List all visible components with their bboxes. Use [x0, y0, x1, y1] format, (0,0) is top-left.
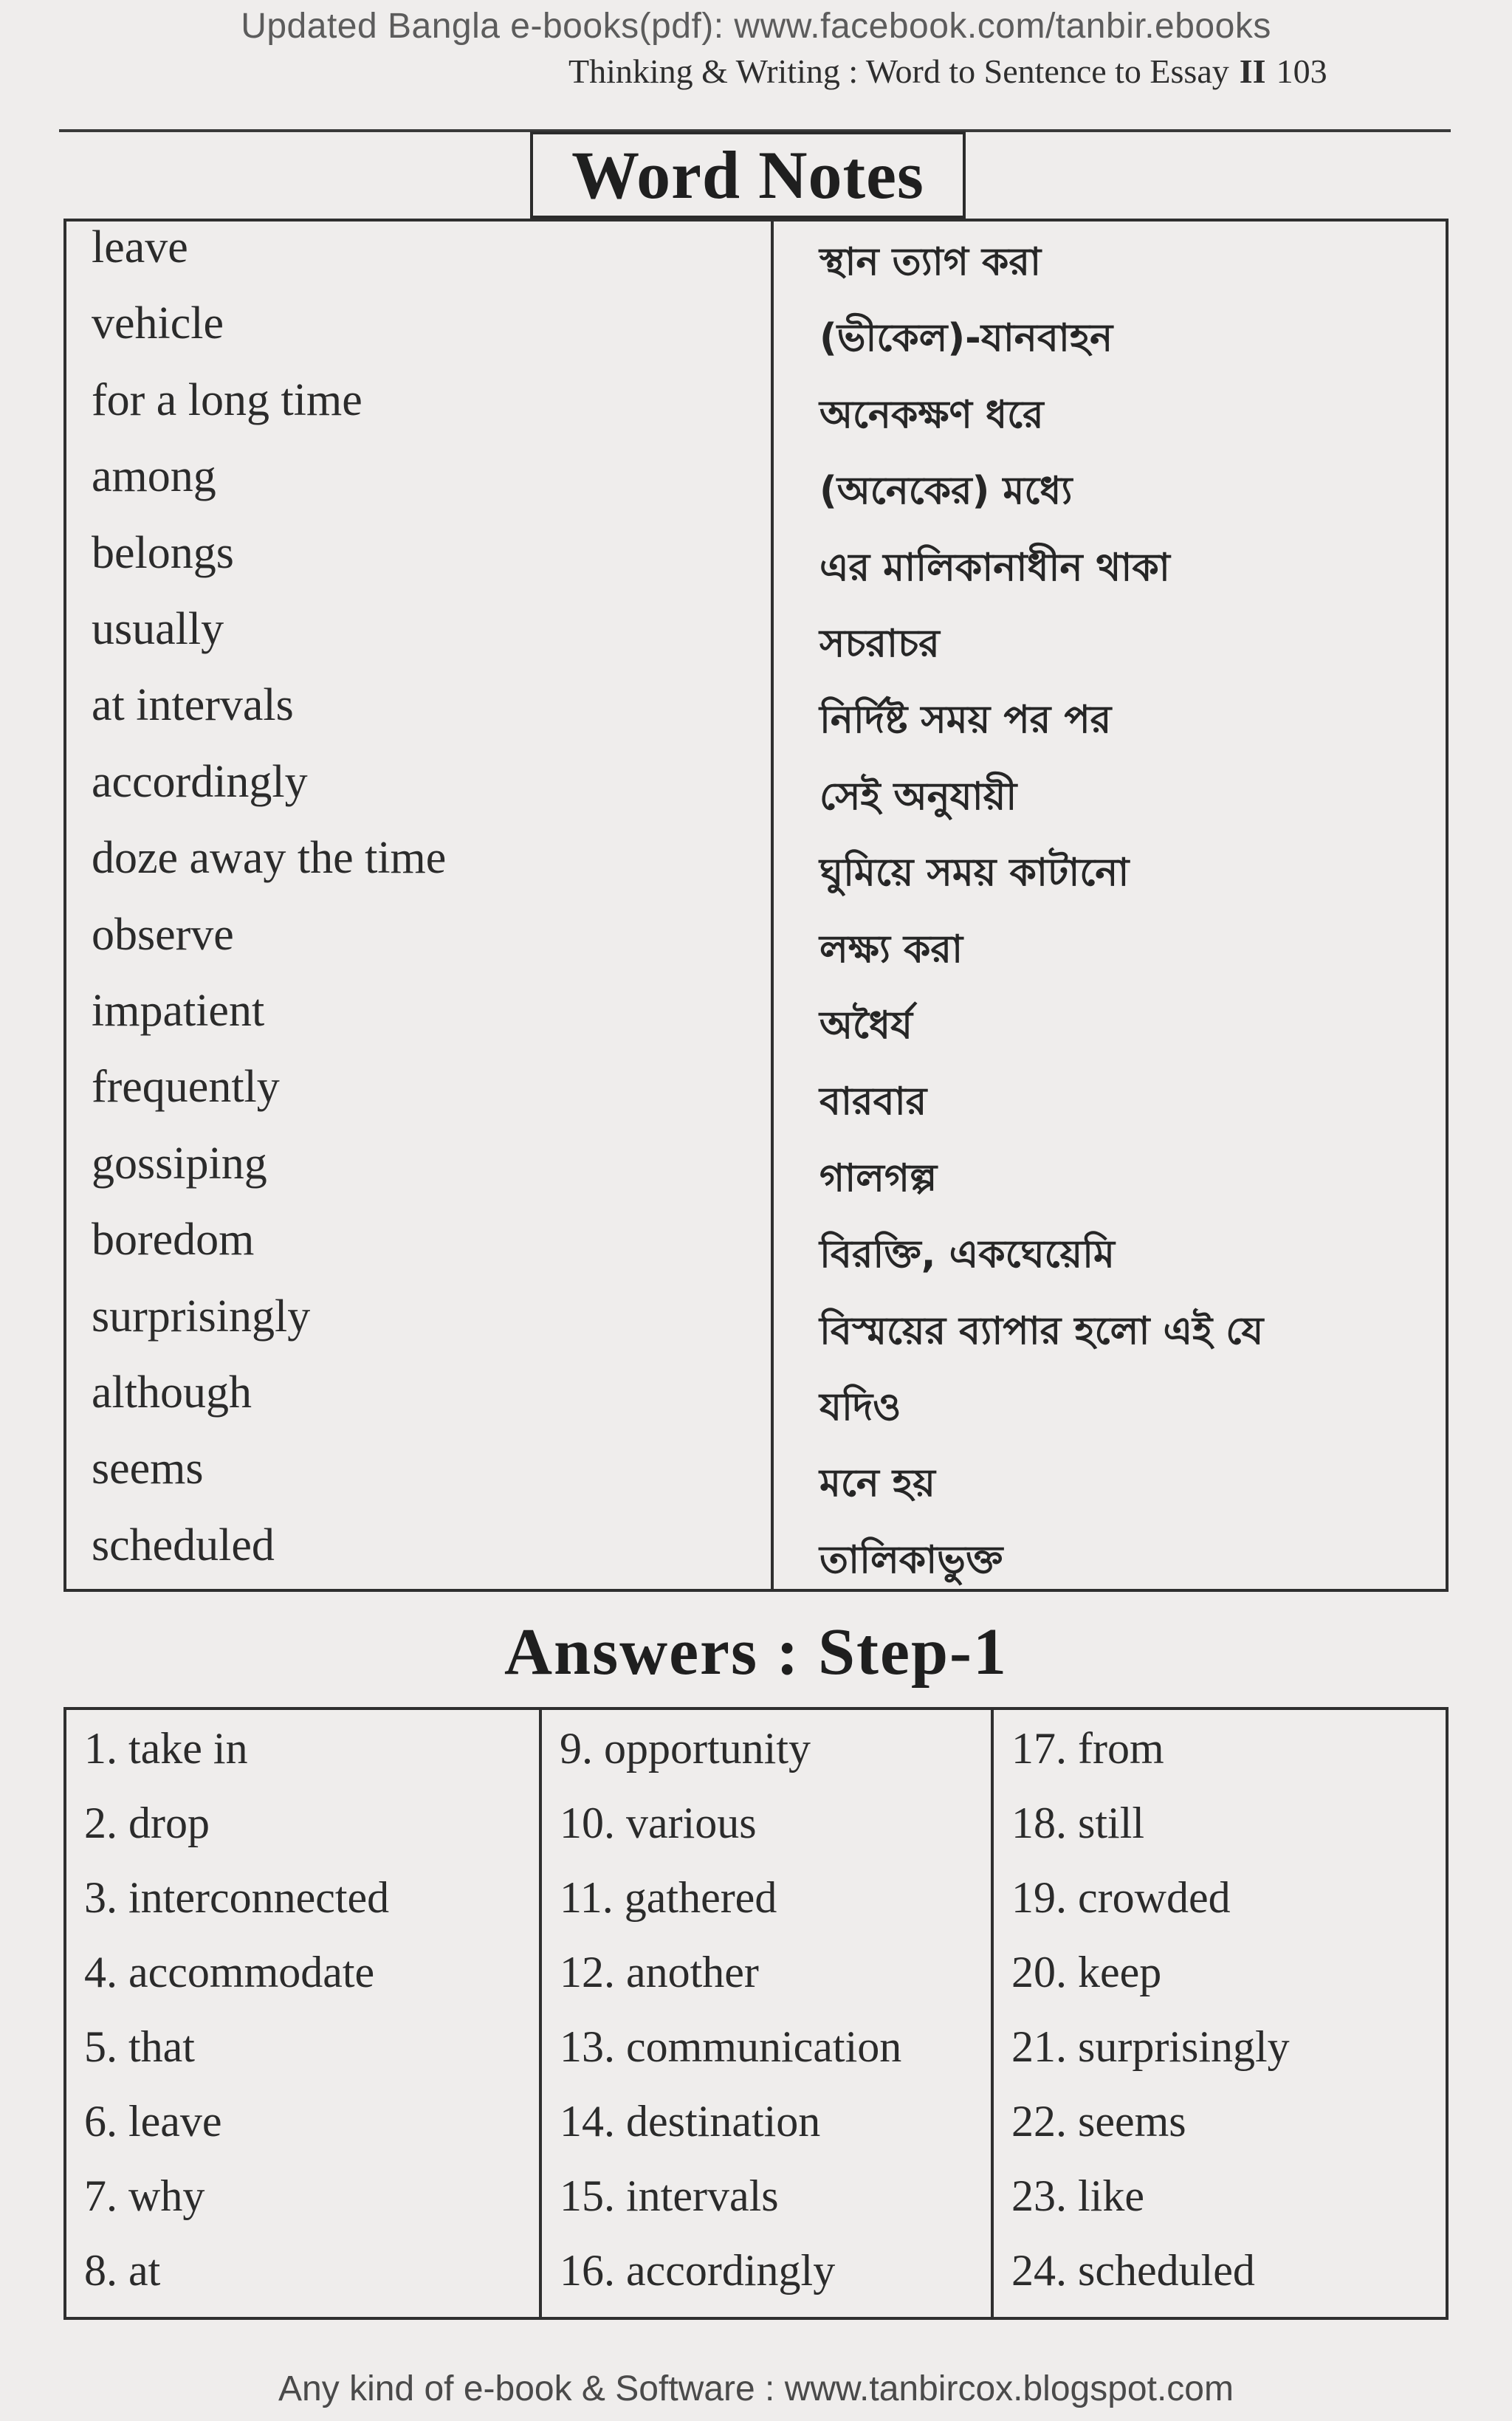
word-note-row	[66, 1061, 1446, 1138]
bangla-meaning: লক্ষ্য করা	[819, 927, 963, 972]
word-note-row	[66, 374, 1446, 451]
answers-table	[63, 1707, 1449, 2320]
word-note-row	[66, 298, 1446, 374]
word-note-row	[66, 1138, 1446, 1215]
english-term: doze away the time	[92, 833, 447, 884]
answer-item: 1. take in	[84, 1724, 248, 1773]
english-term: observe	[92, 909, 234, 960]
word-note-row	[66, 679, 1446, 756]
bangla-meaning: তালিকাভুক্ত	[819, 1537, 1003, 1582]
english-term: usually	[92, 604, 224, 654]
answer-item: 20. keep	[1011, 1948, 1162, 1996]
answer-item: 21. surprisingly	[1011, 2022, 1290, 2071]
english-term: surprisingly	[92, 1291, 311, 1342]
bangla-meaning: সেই অনুযায়ী	[819, 774, 1017, 819]
english-term: scheduled	[92, 1519, 275, 1570]
word-note-row	[66, 909, 1446, 986]
answer-item: 3. interconnected	[84, 1873, 390, 1922]
word-note-row	[66, 1443, 1446, 1519]
english-term: frequently	[92, 1062, 280, 1113]
english-term: among	[92, 451, 216, 502]
bangla-meaning: অধৈর্য	[819, 1003, 913, 1048]
answer-item: 15. intervals	[560, 2171, 779, 2220]
word-note-row	[66, 1291, 1446, 1367]
english-term: although	[92, 1367, 252, 1418]
bangla-meaning: বিরক্তি, একঘেয়েমি	[819, 1232, 1115, 1277]
bangla-meaning: গালগল্প	[819, 1155, 938, 1201]
bangla-meaning: স্থান ত্যাগ করা	[819, 240, 1042, 284]
answer-item: 4. accommodate	[84, 1948, 375, 1996]
answer-item: 9. opportunity	[560, 1724, 811, 1773]
bangla-meaning: এর মালিকানাধীন থাকা	[819, 545, 1170, 590]
answer-item: 19. crowded	[1011, 1873, 1231, 1922]
english-term: at intervals	[92, 680, 294, 731]
bangla-meaning: নির্দিষ্ট সময় পর পর	[819, 698, 1112, 743]
bangla-meaning: বারবার	[819, 1079, 927, 1124]
word-notes-title: Word Notes	[571, 137, 924, 213]
answer-item: 8. at	[84, 2246, 161, 2295]
word-note-row	[66, 1367, 1446, 1443]
word-notes-title-box	[530, 131, 966, 219]
answer-item: 16. accordingly	[560, 2246, 836, 2295]
english-term: accordingly	[92, 756, 308, 807]
separator-mark: II	[1239, 52, 1266, 90]
answer-item: 13. communication	[560, 2022, 902, 2071]
english-term: impatient	[92, 986, 265, 1036]
bangla-meaning: যদিও	[819, 1385, 901, 1429]
answer-item: 18. still	[1011, 1799, 1145, 1847]
bangla-meaning: বিস্ময়ের ব্যাপার হলো এই যে	[819, 1308, 1264, 1353]
bangla-meaning: অনেকক্ষণ ধরে	[819, 392, 1044, 437]
answers-column	[542, 1710, 991, 2317]
english-term: gossiping	[92, 1138, 267, 1189]
word-note-row	[66, 222, 1446, 298]
page-number: 103	[1276, 52, 1327, 90]
top-watermark-banner: Updated Bangla e-books(pdf): www.facebook.com/tanbir.ebooks	[241, 7, 1271, 46]
answers-column	[994, 1710, 1446, 2317]
answer-item: 24. scheduled	[1011, 2246, 1255, 2295]
english-term: for a long time	[92, 374, 362, 425]
book-title: Thinking & Writing : Word to Sentence to Essay	[568, 52, 1229, 90]
word-note-row	[66, 450, 1446, 527]
word-note-row	[66, 832, 1446, 909]
answer-item: 14. destination	[560, 2097, 821, 2146]
running-head	[568, 52, 1447, 91]
word-note-row	[66, 603, 1446, 680]
answer-item: 2. drop	[84, 1799, 210, 1847]
answer-item: 5. that	[84, 2022, 195, 2071]
english-term: belongs	[92, 527, 234, 578]
answer-item: 10. various	[560, 1799, 757, 1847]
answer-item: 17. from	[1011, 1724, 1164, 1773]
answer-item: 7. why	[84, 2171, 205, 2220]
english-term: leave	[92, 222, 188, 272]
word-note-row	[66, 1214, 1446, 1291]
bangla-meaning: সচরাচর	[819, 622, 940, 666]
bangla-meaning: (ভীকেল)-যানবাহন	[819, 316, 1113, 361]
answer-item: 6. leave	[84, 2097, 222, 2146]
answers-title: Answers : Step-1	[504, 1615, 1008, 1689]
english-term: boredom	[92, 1215, 255, 1266]
answer-item: 11. gathered	[560, 1873, 777, 1922]
answer-item: 23. like	[1011, 2171, 1144, 2220]
bangla-meaning: (অনেকের) মধ্যে	[819, 469, 1073, 514]
answers-column	[66, 1710, 539, 2317]
word-note-row	[66, 985, 1446, 1062]
bangla-meaning: ঘুমিয়ে সময় কাটানো	[819, 851, 1130, 896]
english-term: vehicle	[92, 298, 224, 349]
english-term: seems	[92, 1443, 204, 1494]
word-note-row	[66, 527, 1446, 604]
answer-item: 12. another	[560, 1948, 759, 1996]
word-note-row	[66, 1519, 1446, 1596]
bangla-meaning: মনে হয়	[819, 1461, 935, 1506]
word-notes-table	[63, 219, 1449, 1592]
answer-item: 22. seems	[1011, 2097, 1186, 2146]
word-note-row	[66, 756, 1446, 833]
bottom-watermark-banner: Any kind of e-book & Software : www.tanbircox.blogspot.com	[278, 2369, 1234, 2408]
